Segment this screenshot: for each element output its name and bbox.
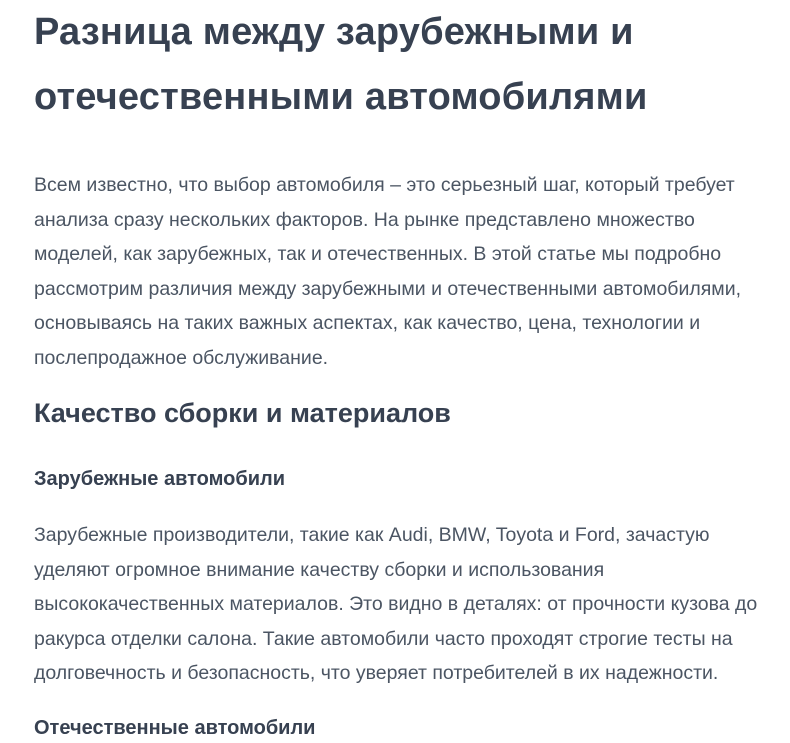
article [34, 0, 784, 743]
foreign-cars-paragraph: Зарубежные производители, такие как Audi, BMW, Toyota и Ford, зачастую уделяют огромное внимание качеству сборки и использования высококачественных материалов. Это видно в деталях: от прочности кузова до ракурса отделки салона. Такие автомобили часто проходят строгие тесты на долговечность и безопасность, что уверяет потребителей в их надежности. [34, 524, 758, 684]
section-heading-quality: Качество сборки и материалов [34, 398, 451, 428]
article-title: Разница между зарубежными и отечественными автомобилями [34, 11, 648, 118]
subheading-foreign-cars: Зарубежные автомобили [34, 468, 285, 490]
intro-paragraph: Всем известно, что выбор автомобиля – это серьезный шаг, который требует анализа сразу нескольких факторов. На рынке представлено множество моделей, как зарубежных, так и отечественных. В этой статье мы подробно рассмотрим различия между зарубежными и отечественными автомобилями, основываясь на таких важных аспектах, как качество, цена, технологии и послепродажное обслуживание. [34, 174, 741, 369]
subheading-domestic-cars: Отечественные автомобили [34, 716, 316, 739]
